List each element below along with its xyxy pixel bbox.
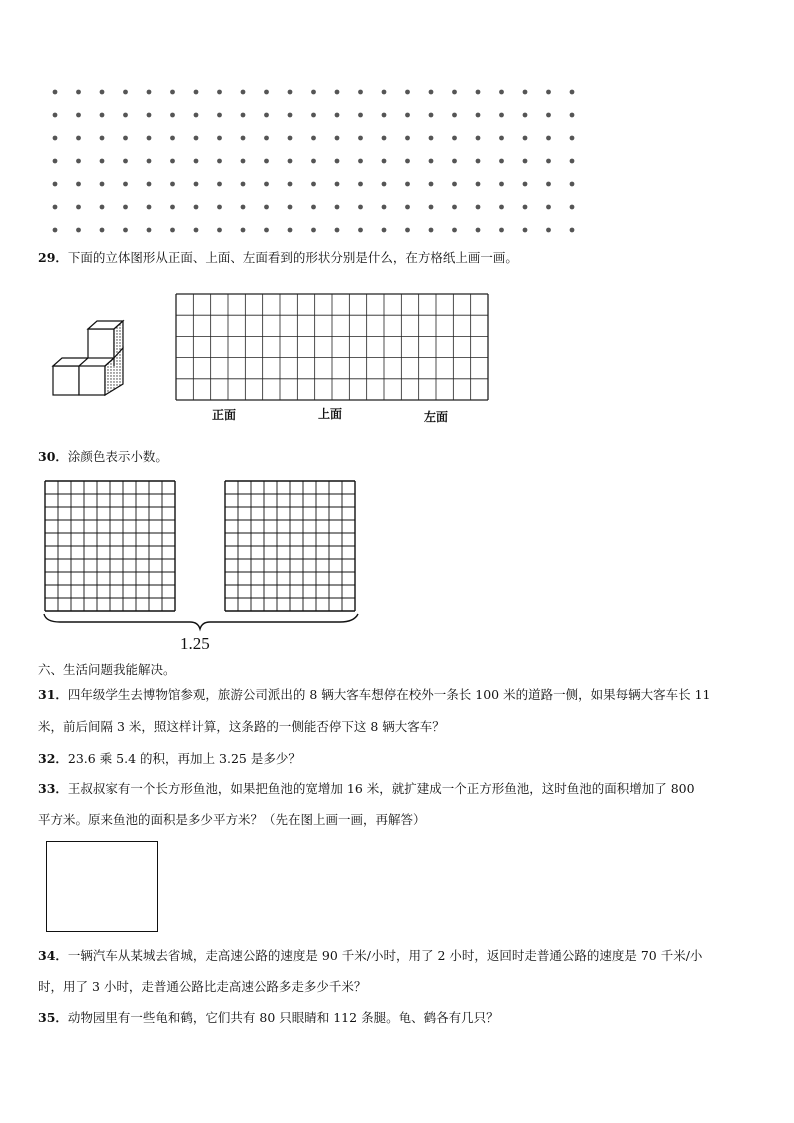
top-view-label: 上面: [318, 407, 343, 421]
question-number: 32．: [38, 751, 68, 766]
question-text: 下面的立体图形从正面、上面、左面看到的形状分别是什么，在方格纸上画一画。: [67, 250, 518, 265]
question-30: [38, 449, 168, 465]
question-number: 30．: [38, 449, 68, 464]
question-text-line-1: 一辆汽车从某城去省城，走高速公路的速度是 90 千米/小时，用了 2 小时，返回时走普通公路的速度是 70 千米/小: [67, 948, 703, 963]
grouping-brace: [40, 612, 365, 632]
question-31: [38, 687, 711, 703]
view-grid-paper: [174, 292, 490, 402]
question-31-line-2: 米，前后间隔 3 米，照这样计算，这条路的一侧能否停下这 8 辆大客车？: [38, 719, 445, 734]
fish-pond-square-figure: [46, 841, 158, 932]
front-view-label: 正面: [212, 408, 237, 422]
question-29: [38, 250, 518, 266]
section-6-title: 六、生活问题我能解决。: [38, 662, 176, 677]
question-33-line-2: 平方米。原来鱼池的面积是多少平方米？（先在图上画一画，再解答）: [38, 812, 426, 827]
question-number: 33．: [38, 781, 68, 796]
question-32: [38, 751, 301, 767]
question-text: 23.6 乘 5.4 的积，再加上 3.25 是多少？: [67, 751, 301, 766]
question-34-line-2: 时，用了 3 小时，走普通公路比走高速公路多走多少千米？: [38, 979, 367, 994]
question-33: [38, 781, 695, 797]
hundred-grid-right: [224, 480, 358, 613]
decimal-value-label: 1.25: [180, 634, 210, 653]
question-text-line-1: 王叔叔家有一个长方形鱼池，如果把鱼池的宽增加 16 米，就扩建成一个正方形鱼池，这时鱼池的面积增加了 800: [67, 781, 695, 796]
question-number: 29．: [38, 250, 68, 265]
question-34: [38, 948, 702, 964]
question-text: 动物园里有一些龟和鹤，它们共有 80 只眼睛和 112 条腿。龟、鹤各有几只？: [67, 1010, 499, 1025]
hundred-grid-left: [44, 480, 178, 613]
question-text: 涂颜色表示小数。: [67, 449, 168, 464]
dot-grid-paper: [40, 80, 580, 240]
question-number: 34．: [38, 948, 68, 963]
question-35: [38, 1010, 499, 1026]
question-number: 35．: [38, 1010, 68, 1025]
cube-solid-figure: [50, 318, 130, 398]
question-text-line-1: 四年级学生去博物馆参观，旅游公司派出的 8 辆大客车想停在校外一条长 100 米的道路一侧，如果每辆大客车长 11: [67, 687, 711, 702]
question-number: 31．: [38, 687, 68, 702]
left-view-label: 左面: [424, 410, 449, 424]
